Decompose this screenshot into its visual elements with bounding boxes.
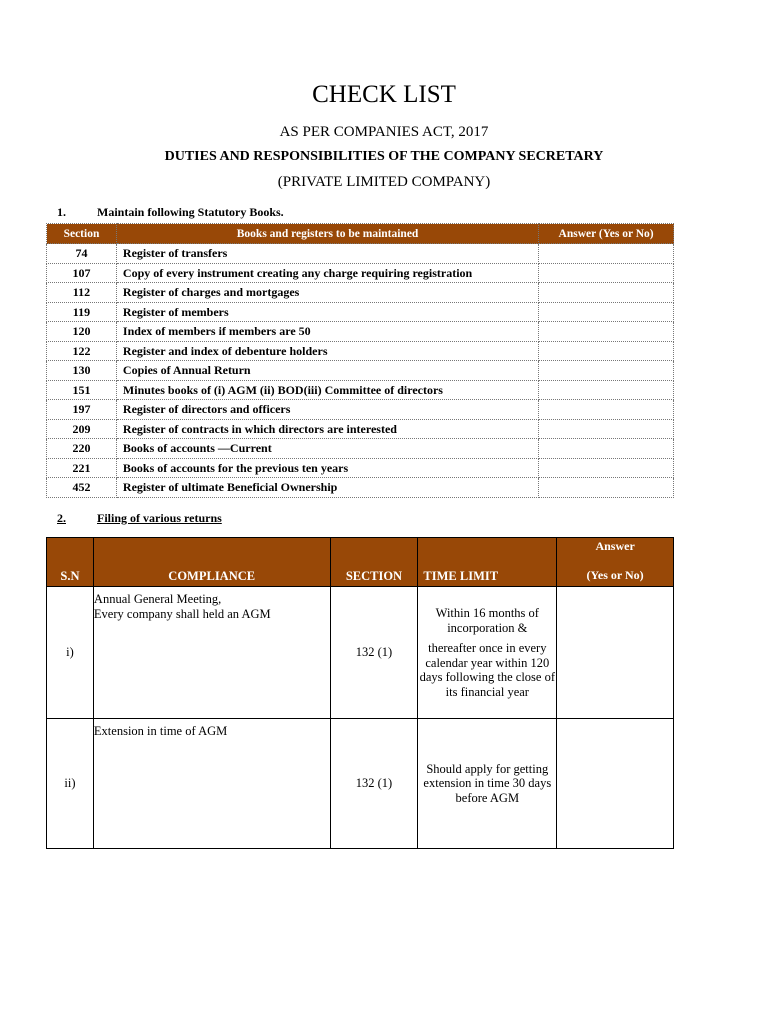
book-cell: Register of directors and officers <box>116 400 538 420</box>
section-cell: 112 <box>47 283 117 303</box>
section-cell: 151 <box>47 380 117 400</box>
filing-header-row <box>47 538 674 587</box>
section-cell: 119 <box>47 302 117 322</box>
table-row <box>47 380 674 400</box>
section-cell: 74 <box>47 244 117 264</box>
answer-cell[interactable] <box>539 439 674 459</box>
col-header-section: Section <box>47 224 117 244</box>
answer-cell[interactable] <box>539 244 674 264</box>
answer-cell[interactable] <box>557 587 674 719</box>
answer-cell[interactable] <box>539 380 674 400</box>
table-row <box>47 458 674 478</box>
statutory-books-header-row <box>47 224 674 244</box>
section-cell: 130 <box>47 361 117 381</box>
section-2-heading <box>57 511 277 525</box>
table-row <box>47 302 674 322</box>
col-header-compliance: COMPLIANCE <box>93 538 330 587</box>
col-header-time-limit: TIME LIMIT <box>418 538 557 587</box>
table-row <box>47 361 674 381</box>
answer-cell[interactable] <box>539 361 674 381</box>
section-cell: 209 <box>47 419 117 439</box>
answer-cell[interactable] <box>539 302 674 322</box>
compliance-line: Annual General Meeting, <box>93 592 222 606</box>
table-row <box>47 478 674 498</box>
time-limit-text: Within 16 months of incorporation & <box>435 606 539 635</box>
col-header-books: Books and registers to be maintained <box>116 224 538 244</box>
sn-cell: ii) <box>47 719 94 849</box>
section-cell: 220 <box>47 439 117 459</box>
book-cell: Register of transfers <box>116 244 538 264</box>
book-cell: Index of members if members are 50 <box>116 322 538 342</box>
answer-header-line1: Answer <box>595 539 635 553</box>
sn-cell: i) <box>47 587 94 719</box>
table-row <box>47 322 674 342</box>
book-cell: Register of members <box>116 302 538 322</box>
book-cell: Register and index of debenture holders <box>116 341 538 361</box>
duties-subtitle: DUTIES AND RESPONSIBILITIES OF THE COMPANY SECRETARY <box>164 149 604 164</box>
time-limit-cell <box>418 587 557 719</box>
book-cell: Copies of Annual Return <box>116 361 538 381</box>
table-row <box>47 341 674 361</box>
section-cell: 221 <box>47 458 117 478</box>
table-row <box>47 244 674 264</box>
answer-cell[interactable] <box>557 719 674 849</box>
section-cell: 120 <box>47 322 117 342</box>
time-limit-cell <box>418 719 557 849</box>
time-limit-text: Should apply for getting extension in time 30 days before AGM <box>423 761 552 805</box>
section-cell: 132 (1) <box>330 719 418 849</box>
table-row <box>47 439 674 459</box>
section-1-title: Maintain following Statutory Books. <box>97 205 284 219</box>
answer-cell[interactable] <box>539 283 674 303</box>
act-subtitle: AS PER COMPANIES ACT, 2017 <box>279 124 489 140</box>
filing-returns-table <box>46 537 674 849</box>
col-header-section: SECTION <box>330 538 418 587</box>
compliance-cell <box>93 719 330 849</box>
statutory-books-table <box>46 223 674 498</box>
book-cell: Books of accounts —Current <box>116 439 538 459</box>
table-row <box>47 263 674 283</box>
section-1-number: 1. <box>57 205 66 219</box>
table-row <box>47 419 674 439</box>
book-cell: Register of contracts in which directors are interested <box>116 419 538 439</box>
col-header-answer <box>557 538 674 587</box>
page-title: CHECK LIST <box>312 81 456 108</box>
table-row <box>47 400 674 420</box>
answer-header-line2: (Yes or No) <box>586 568 644 582</box>
book-cell: Books of accounts for the previous ten years <box>116 458 538 478</box>
answer-cell[interactable] <box>539 478 674 498</box>
table-row <box>47 719 674 849</box>
section-2-number: 2. <box>57 511 66 525</box>
section-cell: 197 <box>47 400 117 420</box>
section-cell: 132 (1) <box>330 587 418 719</box>
company-type-subtitle: (PRIVATE LIMITED COMPANY) <box>277 174 491 190</box>
answer-cell[interactable] <box>539 458 674 478</box>
section-cell: 107 <box>47 263 117 283</box>
col-header-sn: S.N <box>47 538 94 587</box>
time-limit-text: thereafter once in every calendar year within 120 days following the close of its financial year <box>419 641 555 699</box>
col-header-answer: Answer (Yes or No) <box>539 224 674 244</box>
compliance-line: Every company shall held an AGM <box>93 606 271 621</box>
compliance-cell <box>93 587 330 719</box>
section-cell: 122 <box>47 341 117 361</box>
answer-cell[interactable] <box>539 400 674 420</box>
book-cell: Copy of every instrument creating any charge requiring registration <box>116 263 538 283</box>
table-row <box>47 283 674 303</box>
table-row <box>47 587 674 719</box>
answer-cell[interactable] <box>539 419 674 439</box>
book-cell: Minutes books of (i) AGM (ii) BOD(iii) Committee of directors <box>116 380 538 400</box>
book-cell: Register of charges and mortgages <box>116 283 538 303</box>
compliance-line: Extension in time of AGM <box>93 724 228 738</box>
answer-cell[interactable] <box>539 263 674 283</box>
answer-cell[interactable] <box>539 341 674 361</box>
section-cell: 452 <box>47 478 117 498</box>
book-cell: Register of ultimate Beneficial Ownership <box>116 478 538 498</box>
answer-cell[interactable] <box>539 322 674 342</box>
section-2-title: Filing of various returns <box>97 511 222 525</box>
